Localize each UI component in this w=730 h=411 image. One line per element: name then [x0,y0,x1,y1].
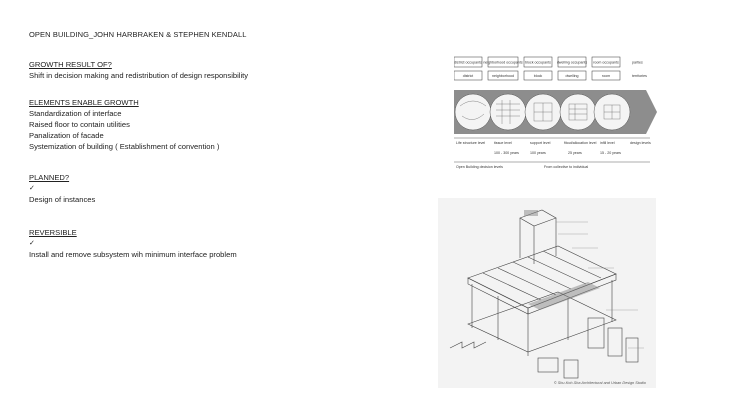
top-label: dwelling occupants [556,60,588,65]
top-label: district occupants [454,60,482,65]
building-drawing [438,198,656,388]
footer-left: Open Building decision levels [456,165,503,169]
slide-title: OPEN BUILDING_JOHN HARBRAKEN & STEPHEN KENDALL [29,30,247,39]
bottom-label: infill level [600,141,615,145]
image-credit: © Shu-Koh-Sha Architectural and Urban Design Studio [553,381,646,385]
section-heading: PLANNED? [29,173,70,182]
level-label: territories [632,74,647,78]
decision-levels-diagram [454,54,659,174]
section-planned [29,172,95,205]
section-reversible [29,227,237,260]
level-label: room [601,74,611,78]
level-label: neighborhood [492,74,514,78]
section-line: Shift in decision making and redistribution of design responsibility [29,71,249,80]
section-heading: ELEMENTS ENABLE GROWTH [29,98,139,107]
section-line: Systemization of building ( Establishment of convention ) [29,142,220,151]
top-label: neighborhood occupants [483,60,523,65]
section-line: Install and remove subsystem wih minimum interface problem [29,250,237,259]
footer-right: From collective to individual [544,165,589,169]
bottom-label: support level [530,141,551,145]
check-icon: ✓ [29,185,35,192]
section-growth [29,59,248,81]
check-icon: ✓ [29,240,35,247]
bottom-label: tissue level [494,141,512,145]
section-elements [29,97,219,152]
duration-label: 25 years [568,151,582,155]
section-line: Raised floor to contain utilities [29,120,130,129]
top-label: block occupants [525,60,551,65]
duration-label: 15 - 20 years [600,151,621,155]
top-label: parties [632,60,643,65]
isometric-building-image [438,198,656,388]
section-heading: REVERSIBLE [29,228,77,237]
duration-label: 100 years [530,151,546,155]
top-label: room occupants [593,60,619,65]
bottom-label: Life structure level [456,141,486,145]
level-label: dwelling [565,74,579,78]
section-heading: GROWTH RESULT OF? [29,60,112,69]
duration-label: 100 - 300 years [494,151,519,155]
bottom-label: design levels [630,141,651,145]
level-label: block [533,74,543,78]
section-line: Design of instances [29,195,96,204]
level-label: district [462,74,474,78]
section-line: Standardization of interface [29,109,122,118]
bottom-label: fitout/allocation level [564,141,597,145]
section-line: Panalization of facade [29,131,104,140]
